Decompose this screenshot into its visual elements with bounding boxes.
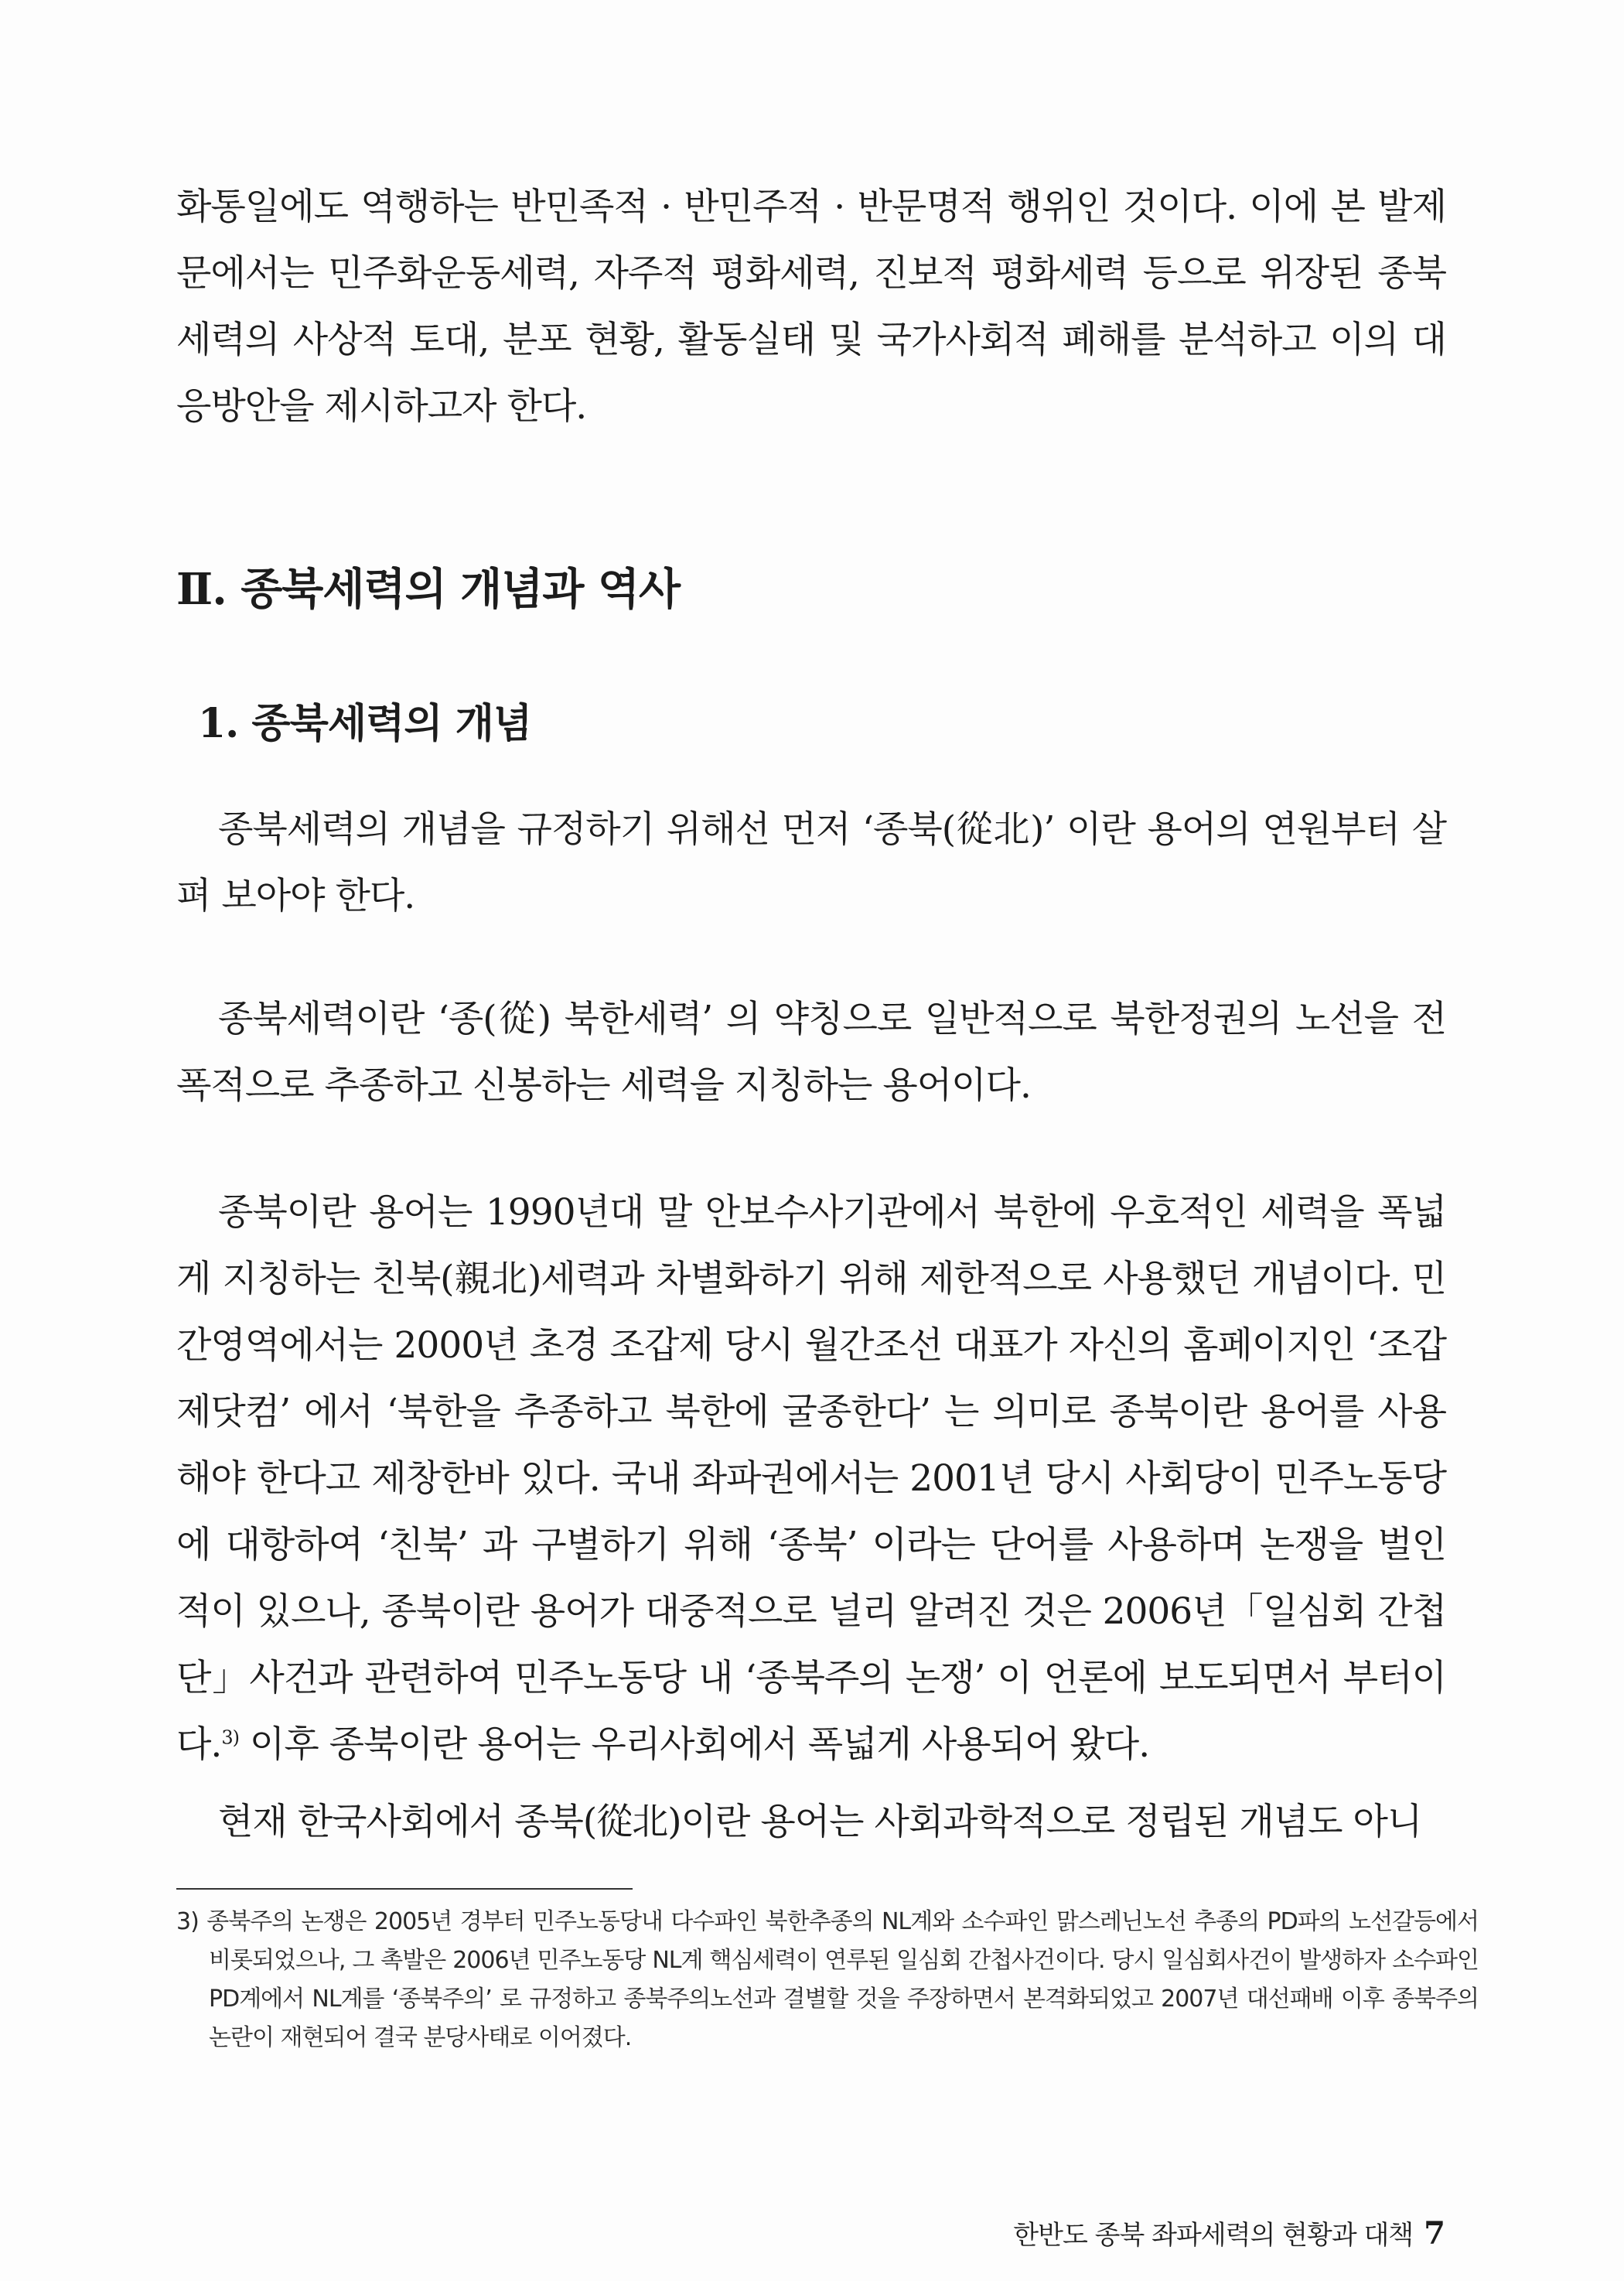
running-title: 한반도 종북 좌파세력의 현황과 대책 (1013, 2220, 1414, 2251)
body-paragraph-definition: 종북세력이란 ‘종(從) 북한세력’ 의 약칭으로 일반적으로 북한정권의 노선을 전폭적으로 추종하고 신봉하는 세력을 지칭하는 용어이다. (176, 998, 1446, 1107)
body-paragraph-history (176, 1180, 1446, 1778)
body-paragraph-current: 현재 한국사회에서 종북(從北)이란 용어는 사회과학적으로 정립된 개념도 아니 (218, 1801, 1422, 1843)
section-heading: Ⅱ. 종북세력의 개념과 역사 (176, 564, 681, 615)
footnote-reference[interactable]: 3) (221, 1726, 239, 1749)
footnote-divider (176, 1888, 633, 1890)
body-paragraph-intro-end: 화통일에도 역행하는 반민족적 · 반민주적 · 반문명적 행위인 것이다. 이에 본 발제문에서는 민주화운동세력, 자주적 평화세력, 진보적 평화세력 등으로 위장된 종북세력의 사상적 토대, 분포 현황, 활동실태 및 국가사회적 폐해를 분석하고 이의 대응방안을 제시하고자 한다. (176, 186, 1446, 428)
history-text-tail: 이후 종북이란 용어는 우리사회에서 폭넓게 사용되어 왔다. (238, 1723, 1150, 1766)
page-number: 7 (1424, 2215, 1445, 2252)
history-text: 종북이란 용어는 1990년대 말 안보수사기관에서 북한에 우호적인 세력을 폭넓게 지칭하는 친북(親北)세력과 차별화하기 위해 제한적으로 사용했던 개념이다. 민간영역에서는 2000년 초경 조갑제 당시 월간조선 대표가 자신의 홈페이지인 ‘조갑제닷컴’ 에서 ‘북한을 추종하고 북한에 굴종한다’ 는 의미로 종북이란 용어를 사용해야 한다고 제창한바 있다. 국내 좌파권에서는 2001년 당시 사회당이 민주노동당에 대항하여 ‘친북’ 과 구별하기 위해 ‘종북’ 이라는 단어를 사용하며 논쟁을 벌인 적이 있으나, 종북이란 용어가 대중적으로 널리 알려진 것은 2006년「일심회 간첩단」사건과 관련하여 민주노동당 내 ‘종북주의 논쟁’ 이 언론에 보도되면서 부터이다. (176, 1191, 1446, 1766)
page-footer (1013, 2214, 1445, 2252)
body-paragraph-origin: 종북세력의 개념을 규정하기 위해선 먼저 ‘종북(從北)’ 이란 용어의 연원부터 살펴 보아야 한다. (176, 808, 1446, 917)
footnote-3: 3) 종북주의 논쟁은 2005년 경부터 민주노동당내 다수파인 북한추종의 NL계와 소수파인 맑스레닌노선 추종의 PD파의 노선갈등에서 비롯되었으나, 그 촉발은 2006년 민주노동당 NL계 핵심세력이 연루된 일심회 간첩사건이다. 당시 일심회사건이 발생하자 소수파인 PD계에서 NL계를 ‘종북주의’ 로 규정하고 종북주의노선과 결별할 것을 주장하면서 본격화되었고 2007년 대선패배 이후 종북주의 논란이 재현되어 결국 분당사태로 이어졌다. (176, 1908, 1479, 2051)
subsection-heading: 1. 종북세력의 개념 (198, 700, 532, 747)
